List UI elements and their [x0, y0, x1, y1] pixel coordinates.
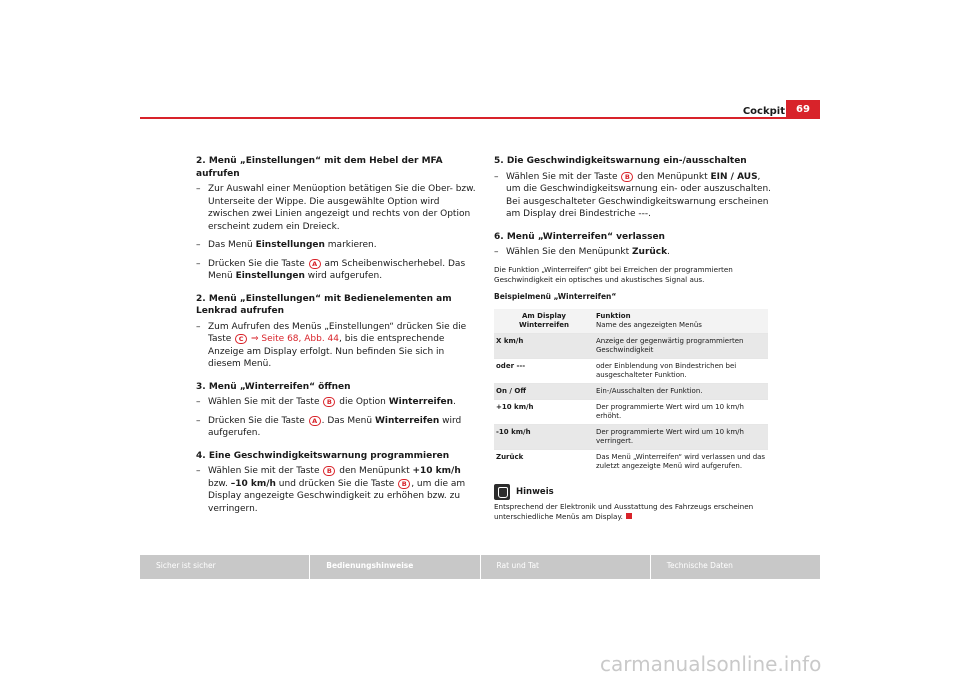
key-b-icon: B: [621, 172, 633, 182]
key-b-icon: B: [323, 466, 335, 476]
right-column: [494, 155, 774, 522]
step-2-bullet-3: – Drücken Sie die Taste A am Scheibenwischerhebel. Das Menü Einstellungen wird aufgerufen.: [196, 258, 476, 283]
hint-box: [494, 484, 774, 522]
step-5-title: 5. Die Geschwindigkeitswarnung ein-/ausschalten: [494, 156, 747, 166]
function-description: Die Funktion „Winterreifen“ gibt bei Erreichen der programmierten Geschwindigkeit ein optisches und akustisches Signal aus.: [494, 264, 733, 284]
hint-text: Entsprechend der Elektronik und Ausstattung des Fahrzeugs erscheinen unterschiedliche Menüs am Display.: [494, 502, 754, 521]
footer-tab-operation[interactable]: Bedienungshinweise: [310, 555, 479, 579]
table-row: oder --- oder Einblendung von Bindestrichen bei ausgeschalteter Funktion.: [494, 359, 768, 384]
step-6-title: 6. Menü „Winterreifen“ verlassen: [494, 231, 665, 242]
hint-title: Hinweis: [516, 487, 554, 497]
step-2-bullet-2: – Das Menü Einstellungen markieren.: [196, 239, 476, 252]
key-c-icon: C: [235, 334, 247, 344]
table-row: On / Off Ein-/Ausschalten der Funktion.: [494, 384, 768, 400]
winter-tyre-menu-table: [494, 309, 768, 474]
step-3-bullet-1: – Wählen Sie mit der Taste B die Option Winterreifen.: [196, 396, 476, 409]
step-2b-bullet-1: – Zum Aufrufen des Menüs „Einstellungen“ drücken Sie die Taste C ⇒ Seite 68, Abb. 44, bis die entsprechende Anzeige am Display erfolgt. Nun befinden Sie sich in diesem Menü.: [196, 321, 476, 371]
watermark: carmanualsonline.info: [600, 652, 822, 676]
step-5-bullet-1: – Wählen Sie mit der Taste B den Menüpunkt EIN / AUS, um die Geschwindigkeitswarnung ein- oder auszuschalten. Bei ausgeschalteter Geschwindigkeitswarnung erscheinen am Display drei Bindestriche ---.: [494, 171, 774, 221]
step-3-title: 3. Menü „Winterreifen“ öffnen: [196, 381, 351, 392]
key-a-icon: A: [309, 416, 321, 426]
table-header: Am Display Winterreifen Funktion Name des angezeigten Menüs: [494, 309, 768, 334]
end-of-section-icon: [626, 513, 632, 519]
page-number: 69: [786, 100, 820, 119]
table-row: -10 km/h Der programmierte Wert wird um 10 km/h verringert.: [494, 425, 768, 450]
key-b-icon: B: [323, 397, 335, 407]
footer-tab-safety[interactable]: Sicher ist sicher: [140, 555, 309, 579]
step-2-bullet-1: – Zur Auswahl einer Menüoption betätigen Sie die Ober- bzw. Unterseite der Wippe. Die ausgewählte Option wird zwischen zwei Linien angezeigt und rechts von der Option erscheint zudem ein Dreieck.: [196, 183, 476, 233]
step-6-bullet-1: – Wählen Sie den Menüpunkt Zurück.: [494, 246, 774, 259]
step-3-bullet-2: – Drücken Sie die Taste A . Das Menü Winterreifen wird aufgerufen.: [196, 415, 476, 440]
key-b-icon: B: [398, 479, 410, 489]
key-a-icon: A: [309, 259, 321, 269]
footer-tab-advice[interactable]: Rat und Tat: [481, 555, 650, 579]
table-row: +10 km/h Der programmierte Wert wird um 10 km/h erhöht.: [494, 400, 768, 425]
table-row: X km/h Anzeige der gegenwärtig programmierten Geschwindigkeit: [494, 334, 768, 359]
chapter-title: Cockpit: [742, 106, 785, 117]
note-icon: [494, 484, 510, 500]
step-2b-title: 2. Menü „Einstellungen“ mit Bedienelementen am Lenkrad aufrufen: [196, 293, 452, 316]
step-2-title: 2. Menü „Einstellungen“ mit dem Hebel der MFA aufrufen: [196, 156, 443, 179]
left-column: [196, 155, 476, 521]
page-reference-link[interactable]: ⇒ Seite 68, Abb. 44: [248, 334, 340, 344]
step-4-bullet-1: – Wählen Sie mit der Taste B den Menüpunkt +10 km/h bzw. –10 km/h und drücken Sie die Taste B , um die am Display angezeigte Geschwindigkeit zu erhöhen bzw. zu verringern.: [196, 465, 476, 515]
footer-nav: [140, 555, 820, 579]
header-rule: [140, 117, 820, 119]
footer-tab-technical[interactable]: Technische Daten: [651, 555, 820, 579]
table-caption: Beispielmenü „Winterreifen“: [494, 291, 617, 301]
table-row: Zurück Das Menü „Winterreifen“ wird verlassen und das zuletzt angezeigte Menü wird aufgerufen.: [494, 450, 768, 475]
step-4-title: 4. Eine Geschwindigkeitswarnung programmieren: [196, 450, 450, 461]
